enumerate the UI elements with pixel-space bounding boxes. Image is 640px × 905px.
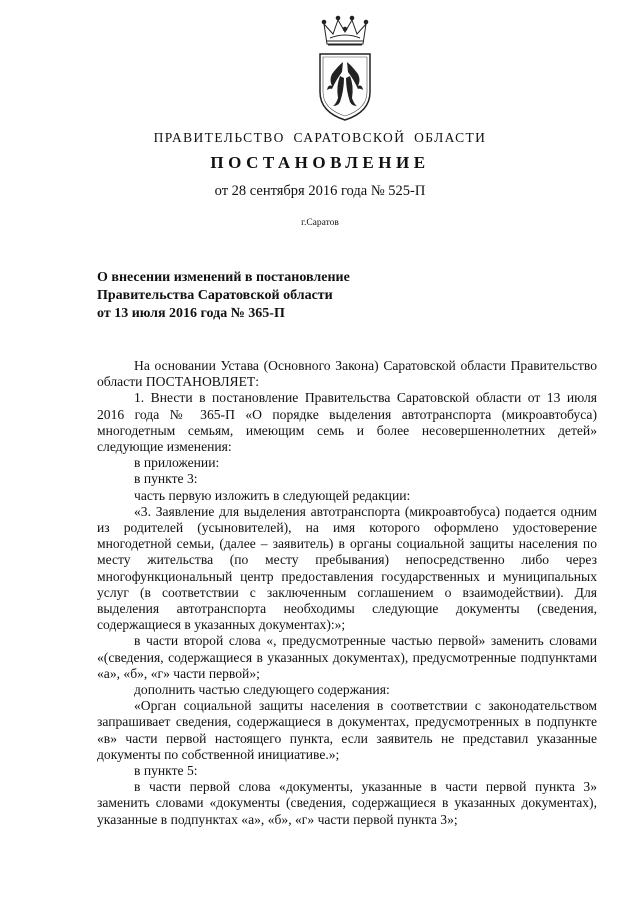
subject-line: Правительства Саратовской области bbox=[97, 288, 333, 303]
document-date-number: от 28 сентября 2016 года № 525-П bbox=[214, 183, 426, 199]
subject-line: от 13 июля 2016 года № 365-П bbox=[97, 306, 285, 321]
subject-line: О внесении изменений в постановление bbox=[97, 270, 350, 285]
document-subject bbox=[97, 269, 497, 323]
saratov-coat-of-arms-icon bbox=[316, 14, 374, 122]
body-paragraph: дополнить частью следующего содержания: bbox=[134, 682, 390, 698]
document-city: г.Саратов bbox=[301, 218, 339, 228]
body-paragraph: в приложении: bbox=[134, 455, 220, 471]
body-paragraph: в пункте 3: bbox=[134, 471, 198, 487]
body-paragraph: в части второй слова «, предусмотренные частью первой» заменить словами «(сведения, содержащиеся в указанных документах), предусмотренные подпунктами «а», «б», «г» части первой»; bbox=[97, 633, 597, 681]
body-paragraph: «3. Заявление для выделения автотранспорта (микроавтобуса) подается одним из родителей (усыновителей), на имя которого оформлено удостоверение многодетной семьи, (далее – заявитель) в органы социальной защиты населения по месту жительства (по месту пребывания) непосредственно либо через многофункциональный центр предоставления государственных и муниципальных услуг (в соответствии с заключенным соглашением о взаимодействии). Для выделения автотранспорта необходимы следующие документы (сведения, содержащиеся в указанных документах):»; bbox=[97, 503, 597, 633]
document-body bbox=[97, 358, 597, 828]
body-paragraph: часть первую изложить в следующей редакции: bbox=[134, 487, 411, 503]
body-paragraph: в пункте 5: bbox=[134, 763, 198, 779]
body-paragraph: в части первой слова «документы, указанные в части первой пункта 3» заменить словами «документы (сведения, содержащиеся в указанных документах), указанные в подпунктах «а», «б», «г» части первой пункта 3»; bbox=[97, 779, 597, 827]
body-paragraph: «Орган социальной защиты населения в соответствии с законодательством запрашивает сведения, содержащиеся в документах, предусмотренных в подпункте «в» части первой настоящего пункта, если заявитель не представил указанные документы по собственной инициативе.»; bbox=[97, 698, 597, 762]
document-type: ПОСТАНОВЛЕНИЕ bbox=[210, 153, 430, 172]
body-paragraph: На основании Устава (Основного Закона) Саратовской области Правительство области ПОСТАНОВЛЯЕТ: bbox=[97, 358, 597, 390]
government-name: ПРАВИТЕЛЬСТВО САРАТОВСКОЙ ОБЛАСТИ bbox=[153, 130, 487, 145]
body-paragraph: 1. Внести в постановление Правительства Саратовской области от 13 июля 2016 года № 365-П «О порядке выделения автотранспорта (микроавтобуса) многодетным семьям, имеющим семь и более несовершеннолетних детей» следующие изменения: bbox=[97, 390, 597, 455]
